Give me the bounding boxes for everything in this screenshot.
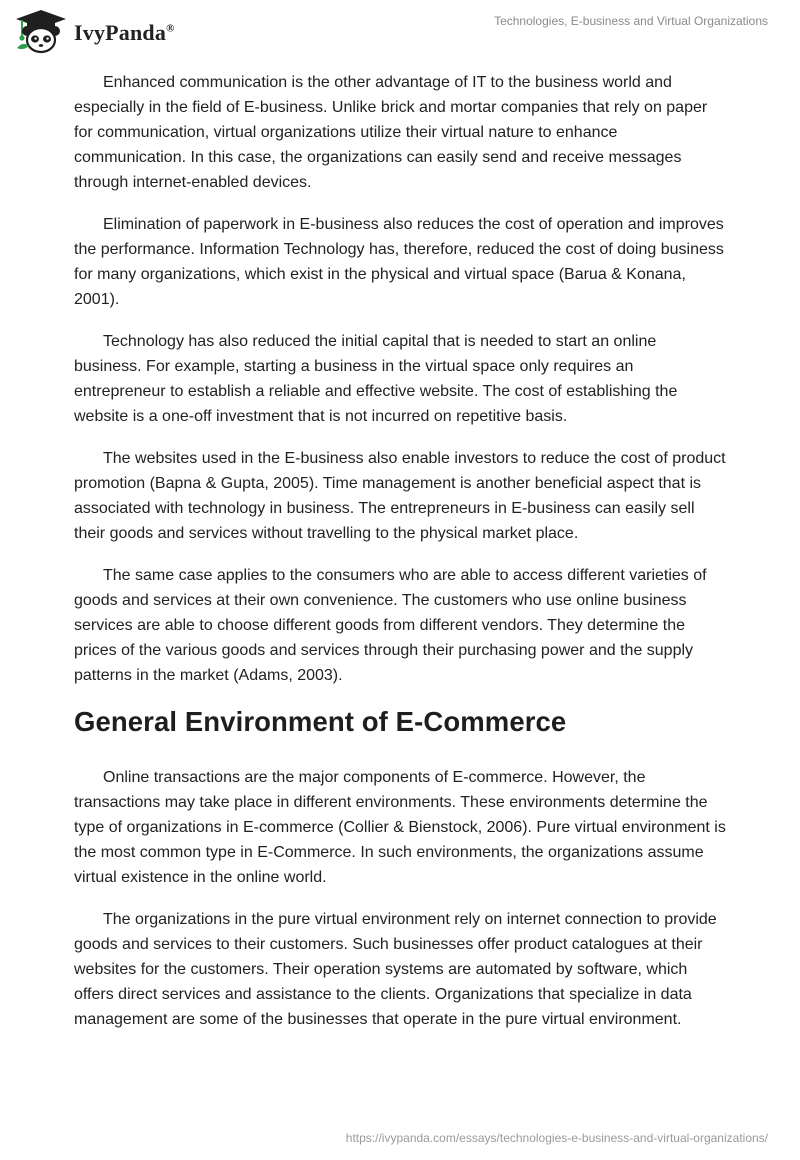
ivypanda-logo[interactable] — [14, 8, 175, 54]
paragraph: The websites used in the E-business also enable investors to reduce the cost of product promotion (Bapna & Gupta, 2005). Time management is another beneficial aspect that is associated with technology in business. The entrepreneurs in E-business can easily sell their goods and services without travelling to the physical market place. — [74, 450, 726, 542]
brand-name-text: IvyPanda — [74, 20, 167, 45]
section-heading: General Environment of E-Commerce — [74, 706, 567, 737]
paragraph: Elimination of paperwork in E-business also reduces the cost of operation and improves the performance. Information Technology has, therefore, reduced the cost of doing business for many organizations, which exist in the physical and virtual space (Barua & Konana, 2001). — [74, 216, 724, 308]
paragraph: Technology has also reduced the initial capital that is needed to start an online business. For example, starting a business in the virtual space only requires an entrepreneur to establish a reliable and effective website. The cost of establishing the website is a one-off investment that is not incurred on repetitive basis. — [74, 333, 678, 425]
paragraph: Enhanced communication is the other advantage of IT to the business world and especially in the field of E-business. Unlike brick and mortar companies that rely on paper for communication, virtual organizations utilize their virtual nature to enhance communication. In this case, the organizations can easily send and receive messages through internet-enabled devices. — [74, 74, 708, 191]
registered-mark: ® — [166, 22, 175, 35]
source-url[interactable]: https://ivypanda.com/essays/technologies-e-business-and-virtual-organizations/ — [345, 1131, 768, 1145]
page-header — [0, 0, 800, 60]
paragraph: The same case applies to the consumers who are able to access different varieties of goods and services at their own convenience. The customers who use online business services are able to choose different goods from different vendors. They determine the prices of the various goods and services through their purchasing power and the supply patterns in the market (Adams, 2003). — [74, 567, 707, 684]
paragraph: Online transactions are the major components of E-commerce. However, the transactions may take place in different environments. These environments determine the type of organizations in E-commerce (Collier & Bienstock, 2006). Pure virtual environment is the most common type in E-Commerce. In such environments, the organizations assume virtual existence in the online world. — [74, 769, 726, 886]
paragraph: The organizations in the pure virtual environment rely on internet connection to provide goods and services to their customers. Such businesses offer product catalogues at their websites for the customers. Their operation systems are automated by software, which offers direct services and assistance to the clients. Organizations that specialize in data management are some of the businesses that operate in the pure virtual environment. — [74, 911, 717, 1028]
essay-body — [74, 70, 726, 1049]
document-title: Technologies, E-business and Virtual Organizations — [494, 14, 768, 28]
panda-graduate-icon — [14, 8, 68, 54]
brand-name — [74, 20, 175, 46]
